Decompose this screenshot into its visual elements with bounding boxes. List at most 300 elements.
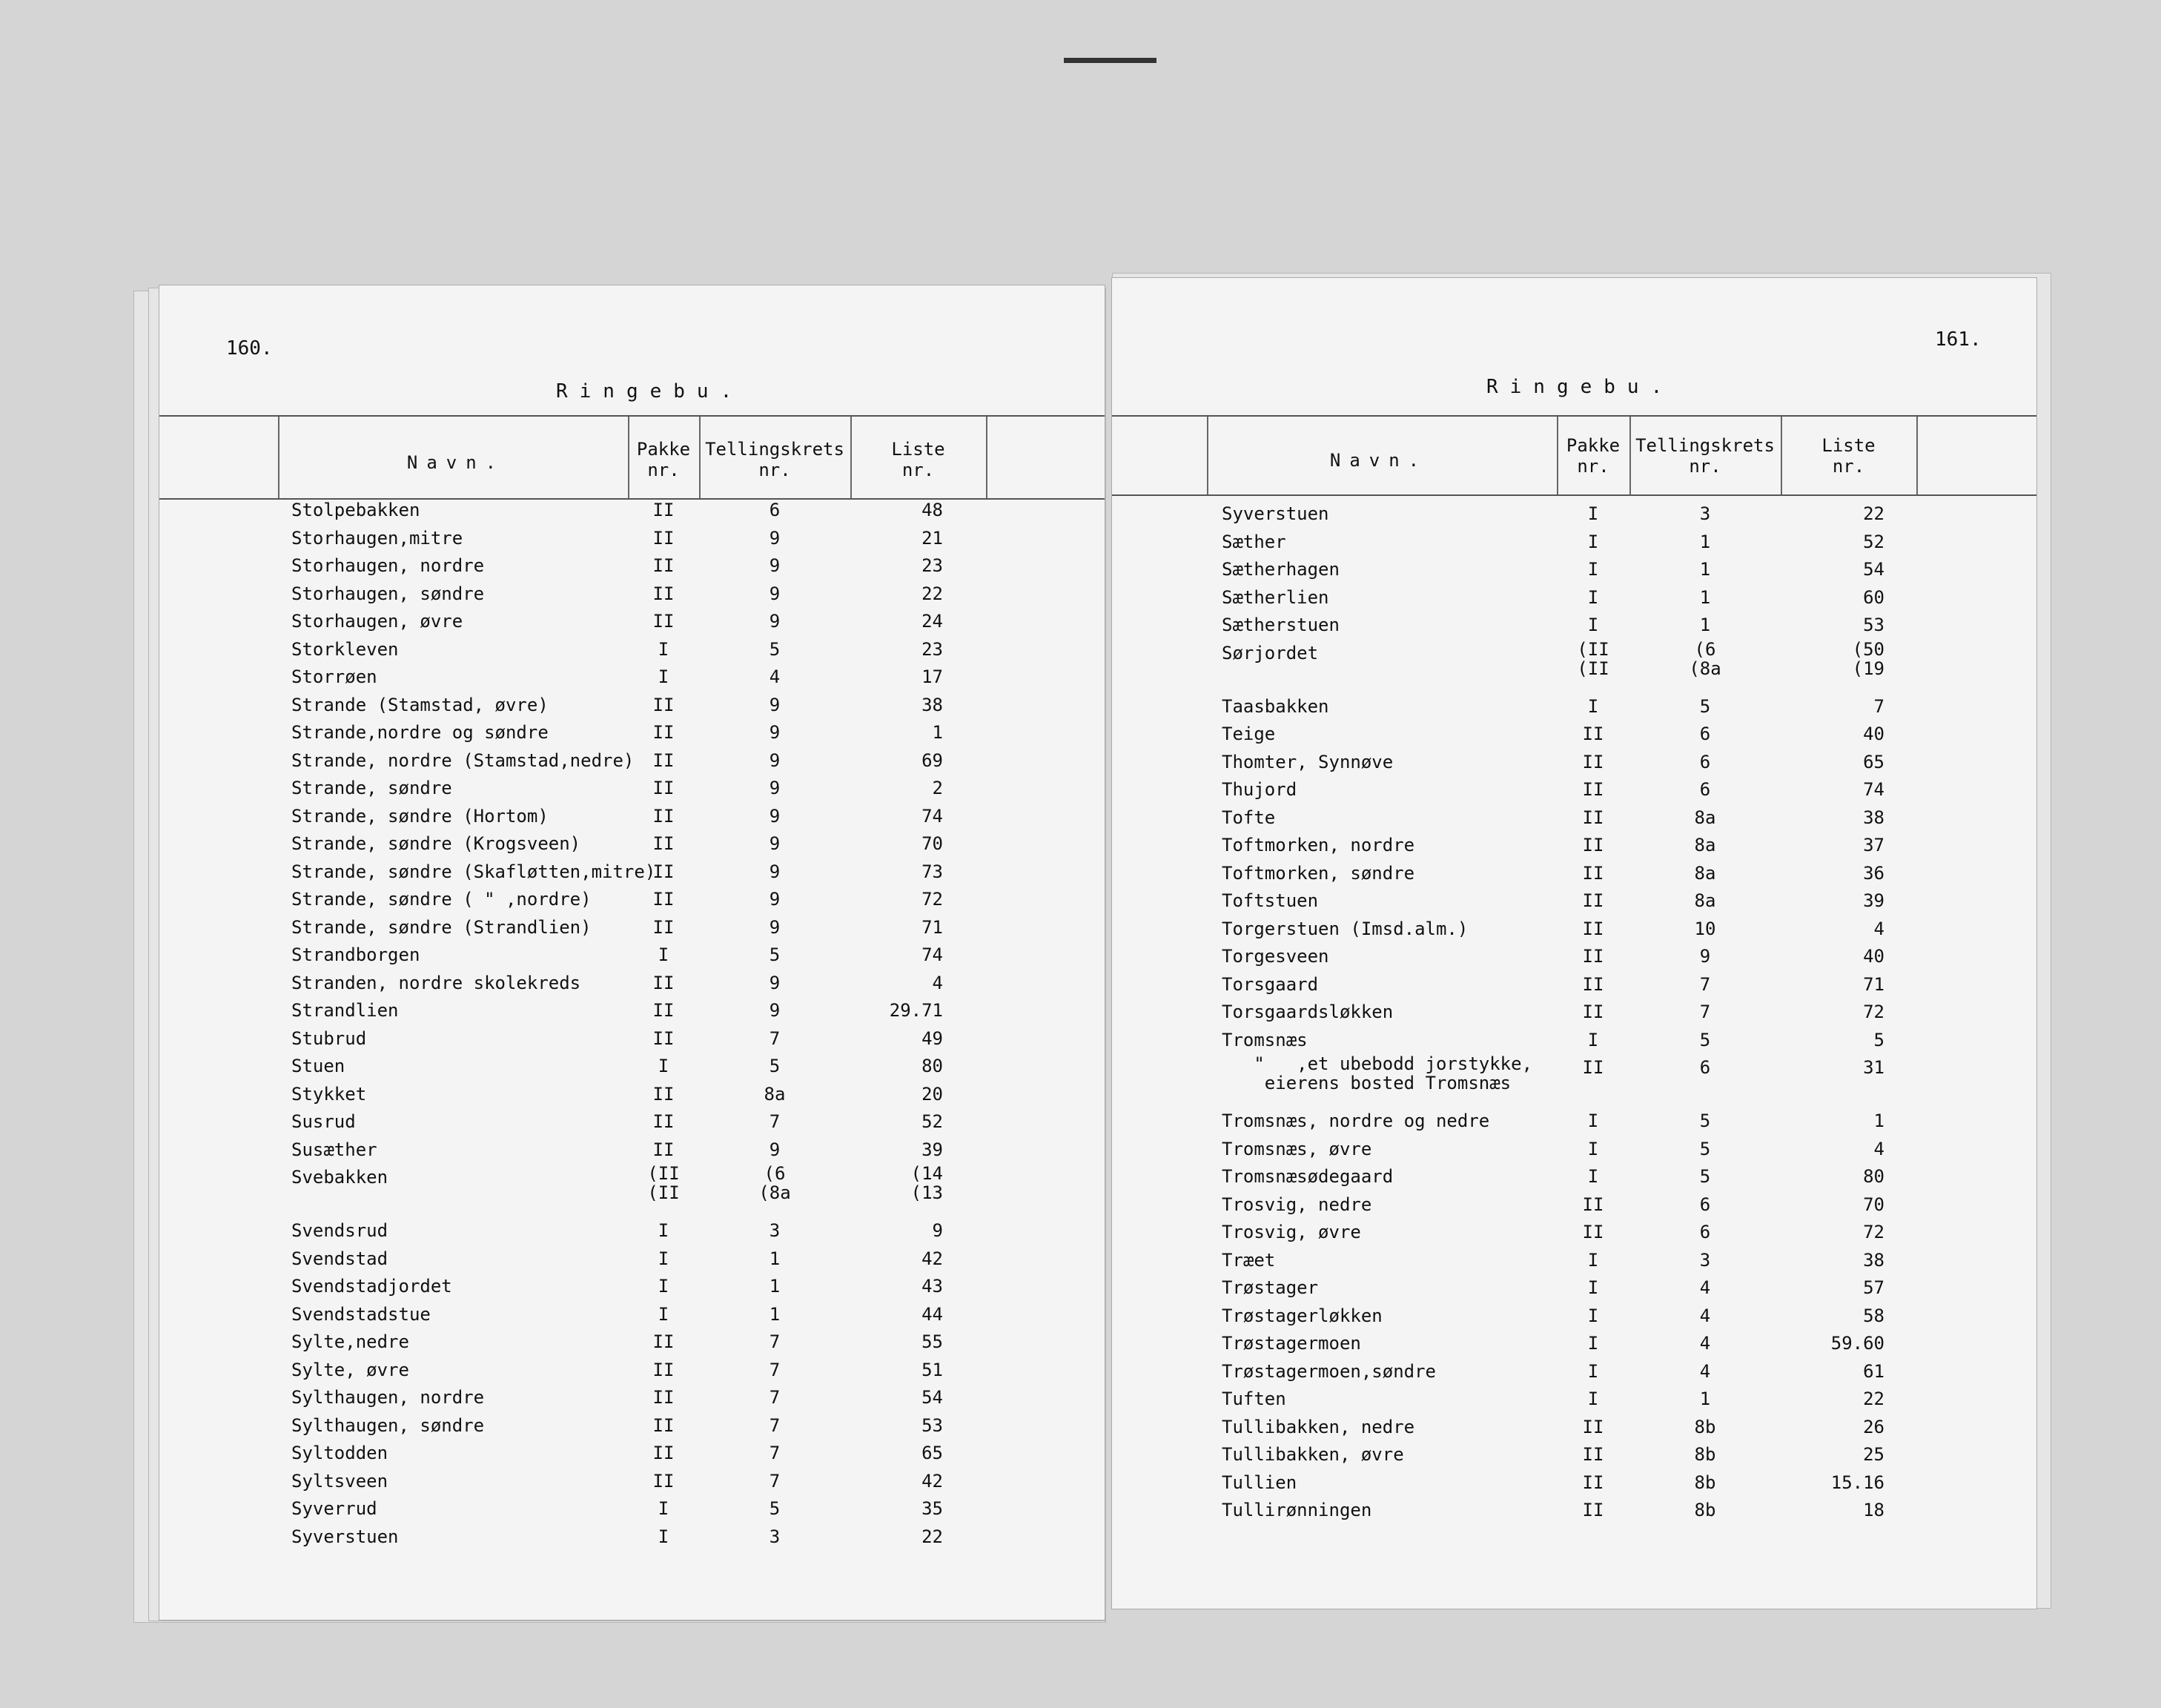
entry-pakke: II: [1582, 1472, 1604, 1493]
entry-liste: (50 (19: [1852, 638, 1884, 679]
entry-tellingskrets: 9: [1699, 946, 1711, 967]
header-tellingskrets: Tellingskrets nr.: [1635, 435, 1775, 477]
table-row: [159, 1273, 1105, 1300]
table-row: [1112, 1330, 2036, 1357]
header-pakke: Pakke nr.: [636, 439, 691, 480]
table-row: [159, 1440, 1105, 1466]
entry-name: Syverrud: [291, 1498, 377, 1519]
entry-liste: 18: [1863, 1500, 1884, 1520]
table-row: [159, 1053, 1105, 1079]
entry-liste: 65: [921, 1443, 943, 1463]
table-row: [1112, 1163, 2036, 1190]
entry-liste: 60: [1863, 586, 1884, 608]
page-title: Ringebu.: [556, 380, 744, 403]
entry-name: Svendstad: [291, 1248, 388, 1269]
entry-tellingskrets: 10: [1694, 918, 1716, 939]
entry-name: Torsgaard: [1222, 973, 1319, 995]
entry-tellingskrets: 8a: [1694, 835, 1716, 855]
table-row: [159, 747, 1105, 774]
entry-pakke: I: [1587, 615, 1599, 635]
entry-name: Sæther: [1222, 531, 1286, 552]
entry-pakke: II: [652, 694, 675, 715]
header-name: Navn.: [406, 452, 506, 473]
entry-liste: 39: [921, 1139, 943, 1160]
entry-pakke: I: [658, 1498, 669, 1519]
entry-pakke: I: [1587, 1249, 1599, 1271]
entry-tellingskrets: 7: [769, 1027, 781, 1049]
table-row: [1112, 1274, 2036, 1301]
entry-tellingskrets: 6: [1699, 1057, 1711, 1078]
page-number: 161.: [1935, 328, 1982, 351]
entry-name: Strande, søndre ( " ,nordre): [291, 889, 592, 910]
entry-name: Trøstagerløkken: [1222, 1305, 1383, 1326]
table-row: [159, 1495, 1105, 1522]
entry-name: Svendsrud: [291, 1220, 388, 1241]
table-row: [1112, 1054, 2036, 1093]
entry-liste: 21: [921, 527, 943, 549]
entry-liste: 71: [921, 916, 943, 938]
table-row: [159, 1108, 1105, 1135]
entry-pakke: II: [652, 749, 675, 771]
entry-liste: 40: [1863, 724, 1884, 744]
entry-liste: 31: [1863, 1057, 1884, 1078]
entry-pakke: II: [652, 1331, 675, 1352]
entry-tellingskrets: 4: [1699, 1277, 1711, 1298]
entry-name: Tuften: [1222, 1388, 1286, 1409]
table-row: [159, 525, 1105, 552]
entry-name: Strande (Stamstad, øvre): [291, 694, 549, 715]
left-page: [159, 285, 1105, 1620]
table-header: [159, 415, 1105, 500]
entry-tellingskrets: 5: [769, 1498, 781, 1519]
entry-pakke: I: [658, 1303, 669, 1325]
entry-name: Sætherstuen: [1222, 615, 1340, 635]
entry-pakke: I: [658, 1220, 669, 1241]
entry-liste: 42: [921, 1248, 943, 1269]
table-row: [159, 1384, 1105, 1411]
entry-tellingskrets: 8b: [1694, 1444, 1716, 1465]
entry-tellingskrets: 7: [1699, 973, 1711, 995]
entry-name: Storhaugen, nordre: [291, 555, 485, 576]
entry-tellingskrets: 9: [769, 611, 781, 632]
entry-liste: 49: [921, 1027, 943, 1049]
entry-liste: 38: [1863, 807, 1884, 828]
table-row: [159, 1136, 1105, 1163]
entry-liste: 23: [921, 638, 943, 660]
entry-pakke: II: [1582, 751, 1604, 772]
table-row: [1112, 1136, 2036, 1162]
table-row: [159, 803, 1105, 830]
page-number: 160.: [226, 337, 273, 360]
entry-name: Sylte,nedre: [291, 1331, 409, 1352]
entry-tellingskrets: 8a: [1694, 890, 1716, 911]
entry-liste: 59.60: [1830, 1333, 1884, 1354]
entry-name: Strande, søndre: [291, 778, 452, 798]
entry-liste: 48: [921, 500, 943, 520]
entry-name: " ,et ubebodd jorstykke, eierens bosted Tromsnæs: [1254, 1053, 1533, 1093]
entry-liste: 37: [1863, 835, 1884, 855]
entry-tellingskrets: 7: [769, 1359, 781, 1380]
entry-tellingskrets: 9: [769, 583, 781, 604]
entry-liste: 54: [1863, 559, 1884, 580]
table-row: [159, 1412, 1105, 1439]
table-row: [1112, 971, 2036, 998]
table-row: [159, 552, 1105, 579]
entry-pakke: II: [652, 583, 675, 604]
entry-tellingskrets: 9: [769, 749, 781, 771]
table-row: [1112, 1247, 2036, 1274]
entry-liste: 38: [921, 694, 943, 715]
table-row: [1112, 1302, 2036, 1329]
entry-pakke: I: [1587, 1360, 1599, 1382]
entry-liste: 2: [932, 778, 943, 798]
table-row: [1112, 500, 2036, 527]
right-page: [1112, 278, 2036, 1609]
table-row: [159, 1217, 1105, 1244]
entry-name: Svendstadjordet: [291, 1276, 452, 1297]
entry-tellingskrets: 9: [769, 889, 781, 910]
entry-name: Storkleven: [291, 638, 399, 660]
entry-name: Strande,nordre og søndre: [291, 722, 549, 743]
entry-liste: 25: [1863, 1444, 1884, 1465]
table-row: [159, 1081, 1105, 1108]
entry-liste: 69: [921, 749, 943, 771]
entry-tellingskrets: 5: [769, 1056, 781, 1076]
scan-mark: [1064, 58, 1156, 63]
entry-pakke: II: [652, 1443, 675, 1463]
entry-tellingskrets: 9: [769, 778, 781, 798]
entry-liste: 54: [921, 1387, 943, 1408]
entry-pakke: I: [1587, 1388, 1599, 1409]
entry-name: Sylthaugen, nordre: [291, 1387, 485, 1408]
entry-tellingskrets: 1: [769, 1303, 781, 1325]
entry-name: Trøstager: [1222, 1277, 1319, 1298]
entry-tellingskrets: 8b: [1694, 1416, 1716, 1437]
entry-tellingskrets: 9: [769, 916, 781, 938]
table-row: [1112, 749, 2036, 775]
entry-name: Thujord: [1222, 779, 1297, 800]
entry-pakke: II: [1582, 862, 1604, 884]
entry-pakke: I: [658, 638, 669, 660]
entry-pakke: II: [1582, 1500, 1604, 1520]
entry-name: Torgerstuen (Imsd.alm.): [1222, 918, 1469, 939]
header-name: Navn.: [1329, 450, 1429, 471]
entry-pakke: II: [652, 833, 675, 854]
entry-tellingskrets: 9: [769, 833, 781, 854]
entry-pakke: I: [1587, 586, 1599, 608]
entry-tellingskrets: 3: [769, 1220, 781, 1241]
entry-tellingskrets: 6: [1699, 1194, 1711, 1215]
table-row: [1112, 1441, 2036, 1468]
table-row: [1112, 721, 2036, 747]
table-row: [159, 1523, 1105, 1550]
entry-tellingskrets: 6: [1699, 779, 1711, 800]
entry-liste: 73: [921, 861, 943, 882]
entry-liste: 39: [1863, 890, 1884, 911]
entry-liste: 65: [1863, 751, 1884, 772]
entry-pakke: II: [652, 972, 675, 993]
entry-pakke: II: [652, 1027, 675, 1049]
entry-liste: 42: [921, 1470, 943, 1492]
table-row: [1112, 556, 2036, 583]
entry-tellingskrets: 6: [769, 500, 781, 520]
entry-tellingskrets: (6 (8a: [1689, 638, 1721, 679]
entry-name: Tullirønningen: [1222, 1500, 1372, 1520]
entry-name: Tullibakken, øvre: [1222, 1444, 1404, 1465]
entry-tellingskrets: 7: [769, 1387, 781, 1408]
entry-tellingskrets: 9: [769, 527, 781, 549]
entry-tellingskrets: 6: [1699, 751, 1711, 772]
entry-liste: 51: [921, 1359, 943, 1380]
entry-liste: 4: [1873, 1138, 1884, 1159]
entry-pakke: II: [1582, 1057, 1604, 1078]
entry-pakke: II: [652, 805, 675, 827]
table-row: [159, 1328, 1105, 1355]
entry-liste: 22: [921, 583, 943, 604]
table-row: [1112, 1386, 2036, 1412]
entry-liste: 15.16: [1830, 1472, 1884, 1493]
entry-name: Torsgaardsløkken: [1222, 1002, 1394, 1022]
table-row: [159, 692, 1105, 718]
table-row: [159, 886, 1105, 913]
table-row: [159, 1301, 1105, 1328]
entry-liste: 17: [921, 666, 943, 687]
entry-tellingskrets: 3: [769, 1526, 781, 1547]
entry-pakke: II: [652, 1387, 675, 1408]
entry-name: Taasbakken: [1222, 695, 1329, 717]
entry-name: Tullibakken, nedre: [1222, 1416, 1415, 1437]
table-row: [159, 663, 1105, 690]
table-row: [1112, 1219, 2036, 1245]
entry-name: Stuen: [291, 1056, 345, 1076]
entry-liste: 74: [1863, 779, 1884, 800]
entry-pakke: (II (II: [647, 1163, 680, 1203]
table-row: [1112, 916, 2036, 942]
header-liste: Liste nr.: [1821, 435, 1876, 477]
entry-pakke: II: [652, 778, 675, 798]
entry-tellingskrets: 7: [1699, 1002, 1711, 1022]
entry-name: Storhaugen, øvre: [291, 611, 463, 632]
table-row: [1112, 999, 2036, 1025]
header-tellingskrets: Tellingskrets nr.: [705, 439, 844, 480]
entry-liste: 22: [1863, 503, 1884, 524]
entry-tellingskrets: 9: [769, 1139, 781, 1160]
entry-pakke: II: [1582, 835, 1604, 855]
entry-pakke: II: [652, 1139, 675, 1160]
entry-tellingskrets: 7: [769, 1414, 781, 1436]
entry-pakke: II: [652, 1083, 675, 1105]
entry-tellingskrets: 7: [769, 1111, 781, 1132]
entry-pakke: II: [652, 889, 675, 910]
table-row: [1112, 887, 2036, 914]
entry-name: Storhaugen,mitre: [291, 527, 463, 549]
entry-tellingskrets: 4: [1699, 1333, 1711, 1354]
table-row: [1112, 1027, 2036, 1053]
entry-pakke: II: [1582, 1444, 1604, 1465]
table-row: [159, 1164, 1105, 1202]
entry-pakke: II: [1582, 779, 1604, 800]
entry-liste: 7: [1873, 695, 1884, 717]
entry-pakke: II: [1582, 973, 1604, 995]
entry-pakke: I: [658, 1056, 669, 1076]
entry-liste: 74: [921, 805, 943, 827]
entry-name: Svendstadstue: [291, 1303, 431, 1325]
entry-liste: 74: [921, 944, 943, 965]
entry-tellingskrets: 8b: [1694, 1472, 1716, 1493]
entry-pakke: II: [652, 916, 675, 938]
table-row: [159, 1245, 1105, 1272]
entry-pakke: II: [652, 722, 675, 743]
entry-name: Toftstuen: [1222, 890, 1319, 911]
entry-tellingskrets: 9: [769, 722, 781, 743]
entry-tellingskrets: 9: [769, 861, 781, 882]
entry-tellingskrets: 1: [1699, 1388, 1711, 1409]
entry-pakke: II: [1582, 946, 1604, 967]
table-row: [1112, 1108, 2036, 1134]
entry-liste: 43: [921, 1276, 943, 1297]
entry-tellingskrets: 5: [1699, 1029, 1711, 1050]
entry-tellingskrets: 4: [1699, 1305, 1711, 1326]
entry-liste: 57: [1863, 1277, 1884, 1298]
table-row: [1112, 1497, 2036, 1523]
entry-pakke: II: [652, 861, 675, 882]
table-row: [1112, 776, 2036, 803]
table-row: [1112, 529, 2036, 555]
entry-tellingskrets: 9: [769, 694, 781, 715]
entry-name: Strande, søndre (Hortom): [291, 805, 549, 827]
entry-name: Strande, nordre (Stamstad,nedre): [291, 749, 635, 771]
entry-pakke: II: [1582, 1416, 1604, 1437]
entry-name: Susæther: [291, 1139, 377, 1160]
entry-tellingskrets: 5: [1699, 1166, 1711, 1187]
entry-pakke: II: [1582, 890, 1604, 911]
entry-tellingskrets: 3: [1699, 503, 1711, 524]
table-row: [159, 1468, 1105, 1494]
entry-tellingskrets: 1: [1699, 531, 1711, 552]
table-row: [1112, 832, 2036, 858]
entry-liste: (14 (13: [910, 1163, 943, 1203]
entry-pakke: II: [652, 527, 675, 549]
entry-name: Sætherhagen: [1222, 559, 1340, 580]
entry-liste: 61: [1863, 1360, 1884, 1382]
entry-liste: 20: [921, 1083, 943, 1105]
entry-pakke: I: [658, 1526, 669, 1547]
entry-name: Syltodden: [291, 1443, 388, 1463]
entry-liste: 35: [921, 1498, 943, 1519]
entry-tellingskrets: 4: [1699, 1360, 1711, 1382]
entry-pakke: I: [1587, 1166, 1599, 1187]
entry-name: Syverstuen: [1222, 503, 1329, 524]
entry-liste: 72: [1863, 1002, 1884, 1022]
table-row: [1112, 693, 2036, 720]
entry-liste: 29.71: [889, 1000, 943, 1021]
entry-pakke: I: [1587, 1138, 1599, 1159]
table-row: [1112, 584, 2036, 611]
entry-pakke: I: [1587, 695, 1599, 717]
table-row: [159, 997, 1105, 1024]
table-row: [159, 719, 1105, 746]
entry-name: Susrud: [291, 1111, 356, 1132]
entry-pakke: II: [652, 1470, 675, 1492]
entry-pakke: I: [1587, 559, 1599, 580]
entry-pakke: I: [1587, 1277, 1599, 1298]
entry-name: Thomter, Synnøve: [1222, 751, 1394, 772]
table-row: [159, 775, 1105, 801]
entry-liste: 80: [1863, 1166, 1884, 1187]
entry-name: Storrøen: [291, 666, 377, 687]
entry-liste: 4: [932, 972, 943, 993]
entry-name: Stranden, nordre skolekreds: [291, 972, 581, 993]
entry-name: Tromsnæs, nordre og nedre: [1222, 1110, 1490, 1131]
entry-tellingskrets: 8b: [1694, 1500, 1716, 1520]
entry-liste: 22: [921, 1526, 943, 1547]
table-row: [159, 858, 1105, 885]
table-row: [159, 941, 1105, 968]
table-header: [1112, 415, 2036, 496]
table-row: [1112, 860, 2036, 887]
entry-pakke: II: [652, 1414, 675, 1436]
entry-pakke: II: [652, 611, 675, 632]
entry-pakke: II: [1582, 807, 1604, 828]
entry-pakke: II: [1582, 724, 1604, 744]
entry-name: Storhaugen, søndre: [291, 583, 485, 604]
entry-name: Toftmorken, søndre: [1222, 862, 1415, 884]
table-row: [159, 1025, 1105, 1052]
entry-pakke: II: [652, 555, 675, 576]
entry-pakke: I: [658, 1248, 669, 1269]
entry-pakke: I: [1587, 531, 1599, 552]
entry-tellingskrets: 1: [1699, 586, 1711, 608]
table-row: [1112, 640, 2036, 678]
table-row: [159, 970, 1105, 996]
table-row: [159, 608, 1105, 635]
table-row: [159, 914, 1105, 941]
entry-name: Svebakken: [291, 1167, 388, 1188]
entry-name: Strande, søndre (Strandlien): [291, 916, 592, 938]
entry-liste: 72: [921, 889, 943, 910]
entry-pakke: I: [658, 944, 669, 965]
entry-name: Syltsveen: [291, 1470, 388, 1492]
entry-pakke: II: [1582, 918, 1604, 939]
entry-name: Tromsnæs: [1222, 1029, 1308, 1050]
entry-name: Strande, søndre (Krogsveen): [291, 833, 581, 854]
entry-tellingskrets: 9: [769, 805, 781, 827]
entry-liste: 22: [1863, 1388, 1884, 1409]
entry-name: Stubrud: [291, 1027, 367, 1049]
entry-liste: 70: [921, 833, 943, 854]
entry-liste: 70: [1863, 1194, 1884, 1215]
entry-tellingskrets: 7: [769, 1470, 781, 1492]
entry-tellingskrets: 5: [1699, 1110, 1711, 1131]
entry-liste: 1: [1873, 1110, 1884, 1131]
entry-tellingskrets: 8a: [764, 1083, 786, 1105]
header-pakke: Pakke nr.: [1566, 435, 1621, 477]
entry-tellingskrets: 7: [769, 1331, 781, 1352]
entry-name: Strandborgen: [291, 944, 420, 965]
entry-tellingskrets: 5: [769, 944, 781, 965]
entry-liste: 38: [1863, 1249, 1884, 1271]
table-row: [159, 636, 1105, 663]
table-row: [1112, 1358, 2036, 1385]
entry-tellingskrets: 9: [769, 972, 781, 993]
entry-tellingskrets: 1: [769, 1276, 781, 1297]
entry-name: Sylthaugen, søndre: [291, 1414, 485, 1436]
entry-tellingskrets: 5: [769, 638, 781, 660]
entry-liste: 40: [1863, 946, 1884, 967]
table-row: [1112, 1469, 2036, 1496]
table-row: [1112, 943, 2036, 970]
entry-tellingskrets: 3: [1699, 1249, 1711, 1271]
